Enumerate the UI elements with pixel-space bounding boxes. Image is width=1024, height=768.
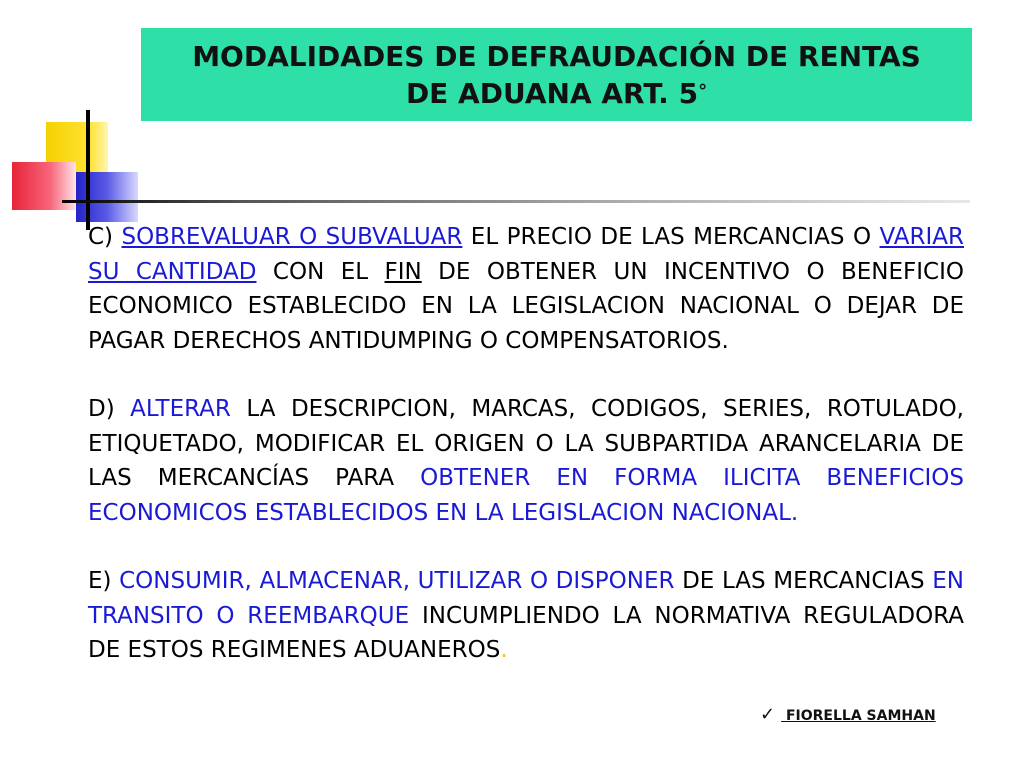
decor-horizontal-line: [62, 200, 970, 203]
paragraph-e-text-1: DE LAS MERCANCIAS: [674, 568, 933, 594]
paragraph-d-text-1: LA DESCRIPCION, MARCAS, CODIGOS, SERIES, ROTULADO, ETIQUETADO, MODIFICAR EL ORIGEN O LA SUBPARTIDA ARANCELARIA DE LAS MERCANCÍAS PARA: [88, 396, 964, 491]
decor-vertical-line: [86, 110, 90, 230]
paragraph-c: [88, 220, 964, 358]
link-variar-cantidad[interactable]: VARIAR SU CANTIDAD: [88, 224, 964, 285]
title-banner: [141, 28, 972, 121]
paragraph-e: [88, 564, 964, 668]
slide-title: [141, 39, 972, 111]
paragraph-d: [88, 392, 964, 530]
paragraph-c-prefix: C): [88, 224, 122, 250]
paragraph-c-text-2: CON EL: [256, 258, 385, 285]
underlined-fin: FIN: [384, 258, 422, 285]
title-main: MODALIDADES DE DEFRAUDACIÓN DE RENTAS DE ADUANA ART. 5: [192, 39, 921, 110]
highlight-consumir: CONSUMIR, ALMACENAR, UTILIZAR O DISPONER: [119, 568, 675, 594]
paragraph-c-text-1: EL PRECIO DE LAS MERCANCIAS O: [462, 224, 880, 250]
author-name: FIORELLA SAMHAN: [781, 708, 936, 724]
paragraph-d-prefix: D): [88, 396, 131, 422]
paragraph-e-text-2: INCUMPLIENDO LA NORMATIVA REGULADORA DE ESTOS REGIMENES ADUANEROS: [88, 602, 965, 663]
checkmark-icon: ✓: [760, 704, 776, 725]
slide-body: [88, 220, 964, 668]
highlight-alterar: ALTERAR: [130, 396, 231, 422]
author-signature: [760, 704, 936, 725]
highlight-obtener-ilicita: OBTENER EN FORMA ILICITA BENEFICIOS ECONOMICOS ESTABLECIDOS EN LA LEGISLACION NACIONAL.: [88, 465, 964, 526]
paragraph-c-text-3: DE OBTENER UN INCENTIVO O BENEFICIO ECONOMICO ESTABLECIDO EN LA LEGISLACION NACIONAL O DEJAR DE PAGAR DERECHOS ANTIDUMPING O COMPENSATORIOS.: [88, 258, 965, 354]
paragraph-e-prefix: E): [88, 568, 120, 594]
paragraph-e-end-dot: .: [500, 637, 508, 663]
link-sobrevaluar[interactable]: SOBREVALUAR O SUBVALUAR: [121, 224, 463, 250]
title-degree: °: [698, 80, 708, 102]
highlight-en-transito: EN TRANSITO O REEMBARQUE: [88, 568, 964, 629]
